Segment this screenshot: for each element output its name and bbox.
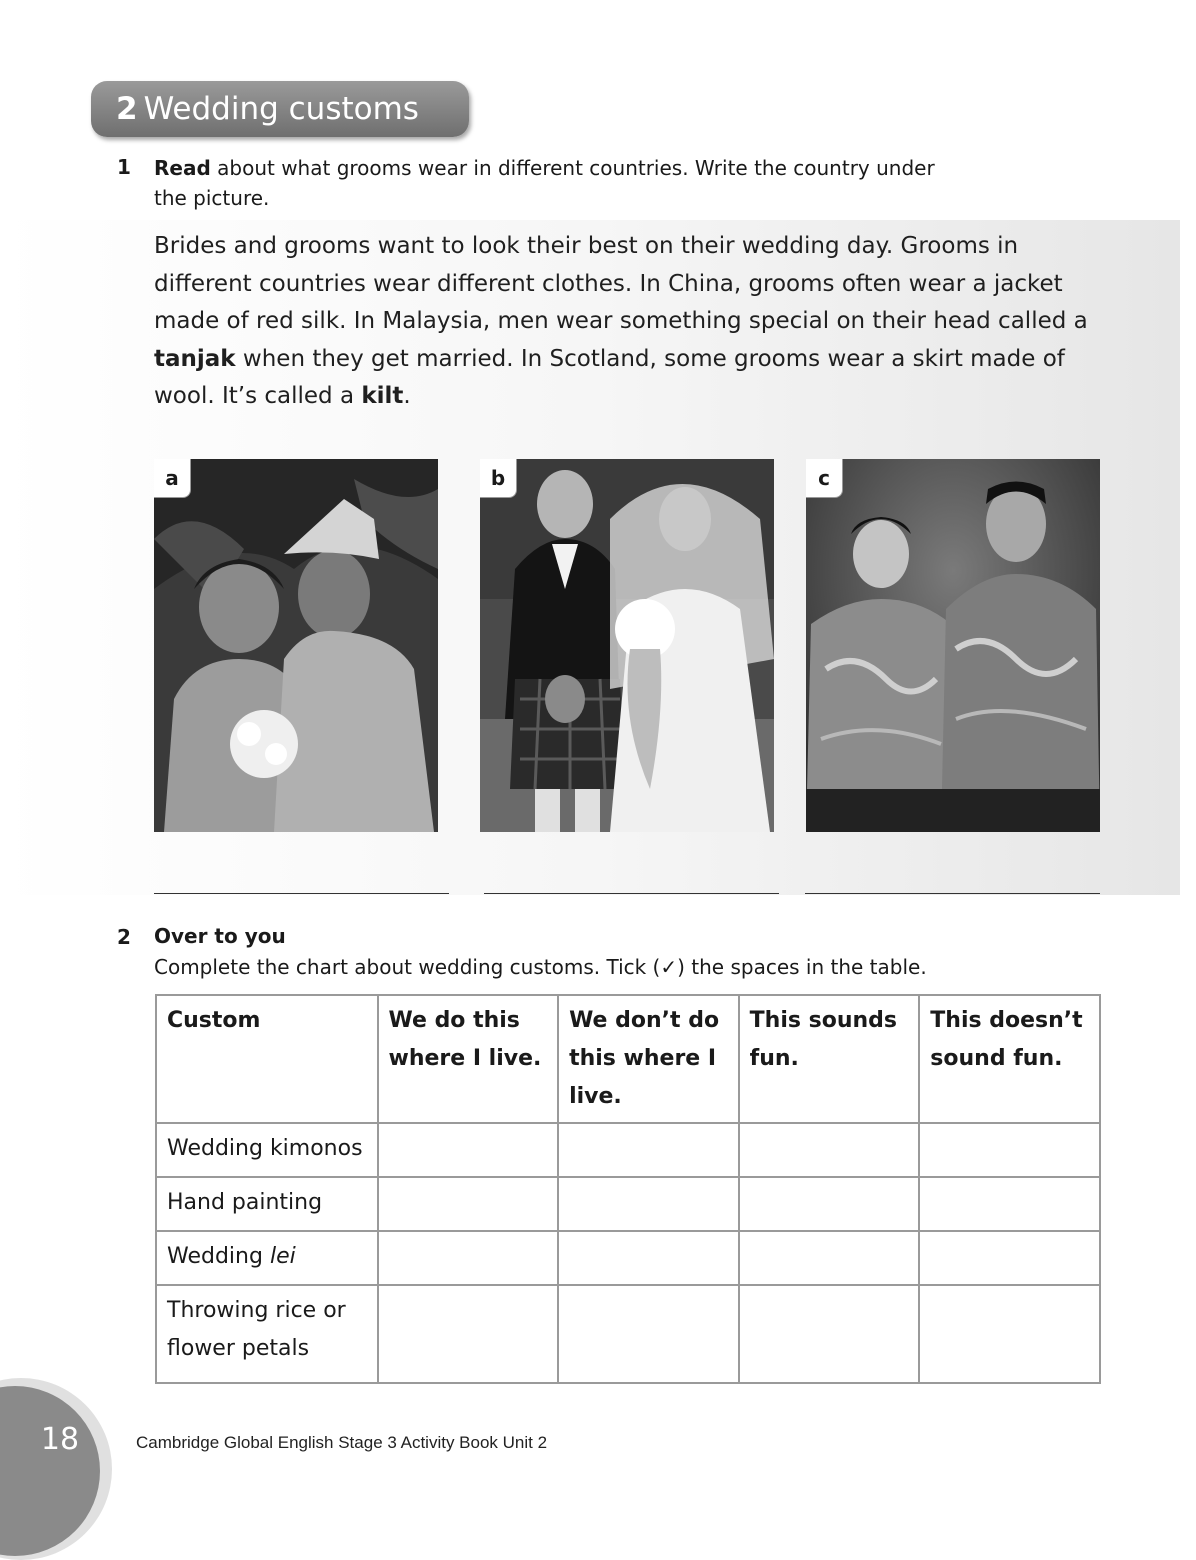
header-custom: Custom — [156, 995, 378, 1123]
custom-cell: Wedding kimonos — [156, 1123, 378, 1177]
reading-part-1: Brides and grooms want to look their best on their wedding day. Grooms in different countries wear different clothes. In China, grooms often wear a jacket made of red silk. In Malaysia, men wear something special on their head called a — [154, 233, 1088, 334]
tick-cell[interactable] — [919, 1285, 1100, 1383]
header-doesnt-sound-fun: This doesn’t sound fun. — [919, 995, 1100, 1123]
section-title — [91, 81, 469, 137]
header-sounds-fun: This sounds fun. — [739, 995, 920, 1123]
tick-cell[interactable] — [919, 1177, 1100, 1231]
question-1-text-line1: about what grooms wear in different countries. Write the country under — [210, 156, 935, 180]
tick-cell[interactable] — [558, 1177, 739, 1231]
answer-line-c[interactable] — [805, 893, 1100, 894]
tick-cell[interactable] — [378, 1123, 559, 1177]
custom-cell: Hand painting — [156, 1177, 378, 1231]
section-title-text: Wedding customs — [143, 91, 419, 127]
photo-b — [480, 459, 774, 832]
table-row — [156, 1285, 1100, 1383]
page-number: 18 — [40, 1422, 80, 1457]
tick-cell[interactable] — [919, 1123, 1100, 1177]
table-row — [156, 1231, 1100, 1285]
question-1-number: 1 — [117, 155, 131, 179]
question-2-number: 2 — [117, 925, 131, 949]
tick-cell[interactable] — [739, 1123, 920, 1177]
custom-cell: Throwing rice or flower petals — [156, 1285, 378, 1383]
tick-cell[interactable] — [558, 1231, 739, 1285]
tick-cell[interactable] — [378, 1285, 559, 1383]
photo-a — [154, 459, 438, 832]
tick-cell[interactable] — [739, 1231, 920, 1285]
footer-stage: Stage 3 Activity Book Unit 2 — [338, 1433, 548, 1452]
keyword-tanjak: tanjak — [154, 345, 236, 372]
header-we-dont: We don’t do this where I live. — [558, 995, 739, 1123]
section-number: 2 — [116, 91, 138, 127]
tick-cell[interactable] — [378, 1231, 559, 1285]
photo-label-b: b — [480, 459, 517, 498]
photo-label-c: c — [806, 459, 843, 498]
reading-part-2: when they get married. In Scotland, some grooms wear a skirt made of wool. It’s called a — [154, 345, 1065, 409]
keyword-kilt: kilt — [361, 383, 404, 409]
footer-text — [136, 1433, 547, 1453]
question-1-text-line2: the picture. — [154, 186, 270, 210]
reading-part-3: . — [403, 383, 411, 409]
table-header-row — [156, 995, 1100, 1123]
custom-italic-word: lei — [269, 1244, 296, 1269]
tick-cell[interactable] — [558, 1123, 739, 1177]
tick-cell[interactable] — [739, 1177, 920, 1231]
answer-line-a[interactable] — [154, 893, 449, 894]
custom-text: Wedding — [167, 1244, 270, 1269]
header-we-do: We do this where I live. — [378, 995, 559, 1123]
photo-label-a: a — [154, 459, 191, 498]
table-row — [156, 1177, 1100, 1231]
question-2-instruction: Complete the chart about wedding customs. Tick (✓) the spaces in the table. — [154, 955, 927, 979]
photo-a-image — [154, 459, 438, 832]
reading-passage — [154, 228, 1114, 416]
table-row — [156, 1123, 1100, 1177]
tick-cell[interactable] — [378, 1177, 559, 1231]
question-2-title: Over to you — [154, 924, 286, 948]
tick-cell[interactable] — [558, 1285, 739, 1383]
custom-cell — [156, 1231, 378, 1285]
photo-c — [806, 459, 1100, 832]
wedding-customs-chart — [155, 994, 1101, 1384]
read-keyword: Read — [154, 156, 211, 180]
question-1-instruction — [154, 153, 1054, 213]
tick-cell[interactable] — [739, 1285, 920, 1383]
answer-line-b[interactable] — [484, 893, 779, 894]
photo-c-image — [806, 459, 1100, 832]
photo-b-image — [480, 459, 774, 832]
footer-series: Cambridge Global English — [136, 1433, 339, 1452]
tick-cell[interactable] — [919, 1231, 1100, 1285]
